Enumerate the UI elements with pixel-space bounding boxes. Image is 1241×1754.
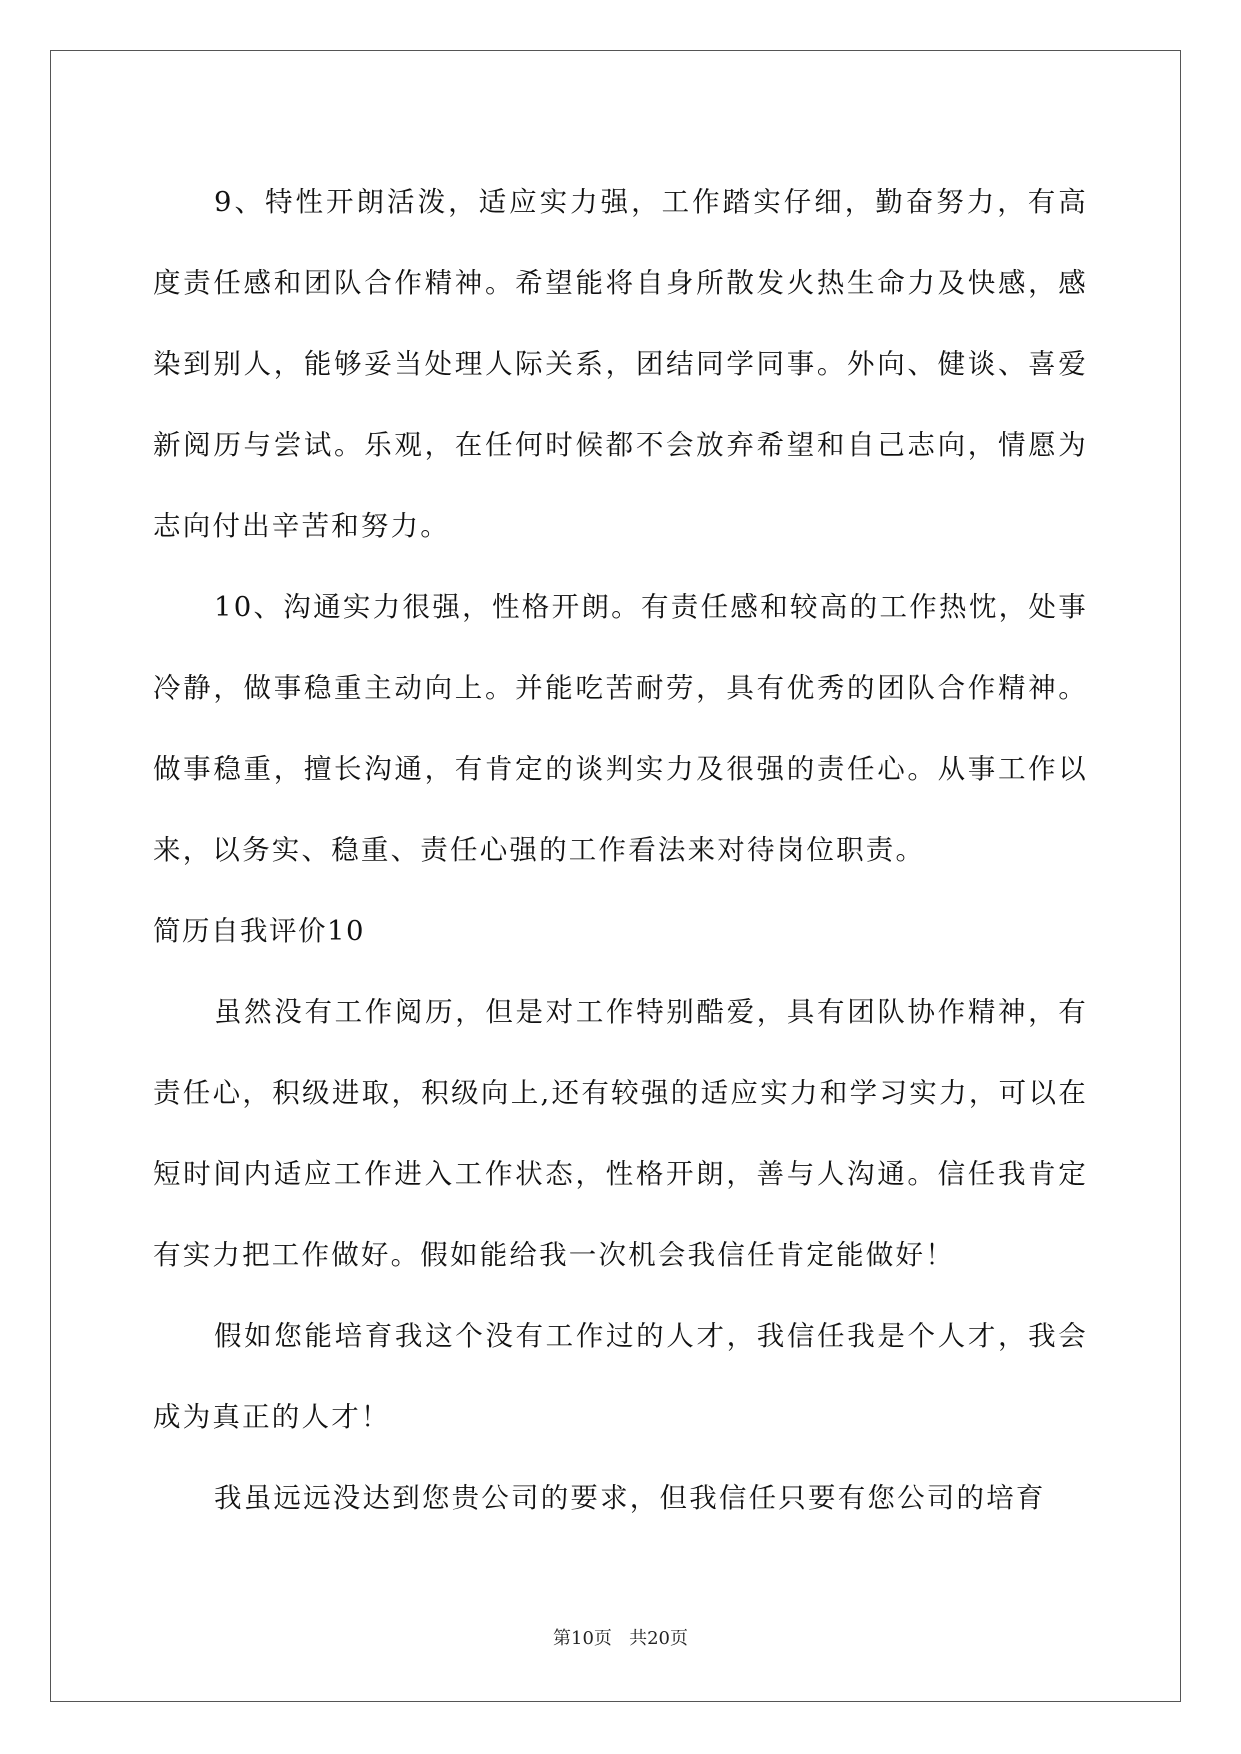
paragraph-cultivate: 假如您能培育我这个没有工作过的人才，我信任我是个人才，我会成为真正的人才！ <box>153 1320 1088 1433</box>
page-total: 共20页 <box>629 1628 688 1649</box>
document-body <box>153 162 1088 1539</box>
section-heading: 简历自我评价10 <box>153 915 365 947</box>
paragraph-item-10: 10、沟通实力很强，性格开朗。有责任感和较高的工作热忱，处事冷静，做事稳重主动向上。并能吃苦耐劳，具有优秀的团队合作精神。做事稳重，擅长沟通，有肯定的谈判实力及很强的责任心。从事工作以来，以务实、稳重、责任心强的工作看法来对待岗位职责。 <box>153 591 1088 866</box>
page-number: 第10页 <box>553 1628 612 1649</box>
page-footer <box>0 1624 1241 1650</box>
paragraph-requirements: 我虽远远没达到您贵公司的要求，但我信任只要有您公司的培育 <box>214 1482 1046 1514</box>
paragraph-self-evaluation: 虽然没有工作阅历，但是对工作特别酷爱，具有团队协作精神，有责任心，积级进取，积级向上,还有较强的适应实力和学习实力，可以在短时间内适应工作进入工作状态，性格开朗，善与人沟通。信任我肯定有实力把工作做好。假如能给我一次机会我信任肯定能做好！ <box>153 996 1088 1271</box>
paragraph-item-9: 9、特性开朗活泼，适应实力强，工作踏实仔细，勤奋努力，有高度责任感和团队合作精神。希望能将自身所散发火热生命力及快感，感染到别人，能够妥当处理人际关系，团结同学同事。外向、健谈、喜爱新阅历与尝试。乐观，在任何时候都不会放弃希望和自己志向，情愿为志向付出辛苦和努力。 <box>153 186 1088 542</box>
